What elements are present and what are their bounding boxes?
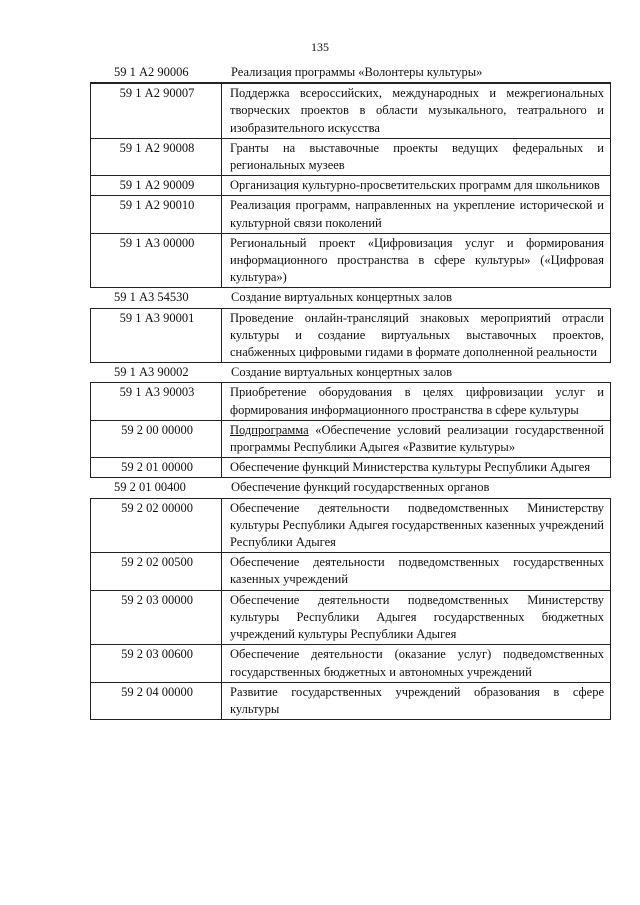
budget-classification-table [90, 63, 611, 720]
row-text: Региональный проект «Цифровизация услуг и формирования информационного пространства в сфере культуры» («Цифровая культура») [230, 235, 604, 285]
subprogram-title: «Обеспечение условий реализации государственной программы Республики Адыгея «Развитие культуры» [230, 422, 604, 455]
row-text: Обеспечение функций государственных органов [231, 480, 490, 495]
row-text: Создание виртуальных концертных залов [231, 290, 452, 305]
row-text: Создание виртуальных концертных залов [231, 365, 452, 380]
row-text: Гранты на выставочные проекты ведущих федеральных и региональных музеев [230, 140, 604, 173]
table-row [90, 176, 611, 196]
table-row [90, 499, 611, 554]
table-row [90, 363, 611, 383]
table-row [90, 309, 611, 364]
row-code: 59 2 03 00600 [91, 645, 222, 681]
row-code: 59 2 01 00400 [114, 480, 186, 495]
table-row [90, 63, 611, 83]
row-text: Обеспечение деятельности подведомственных государственных казенных учреждений [230, 555, 604, 587]
row-code: 59 2 03 00000 [91, 591, 222, 645]
table-row [90, 478, 611, 498]
table-row [90, 383, 611, 420]
table-row [90, 234, 611, 289]
row-text: Реализация программы «Волонтеры культуры» [231, 65, 483, 79]
table-row [90, 139, 611, 176]
table-row [90, 591, 611, 646]
row-text: Обеспечение деятельности подведомственных Министерству культуры Республики Адыгея государственных бюджетных учреждений культуры Республики Адыгея [230, 592, 604, 642]
row-text: Организация культурно-просветительских программ для школьников [230, 178, 600, 193]
row-code: 59 2 02 00500 [91, 553, 222, 589]
row-text: Развитие государственных учреждений образования в сфере культуры [230, 684, 604, 716]
row-text: Обеспечение функций Министерства культуры Республики Адыгея [230, 460, 591, 475]
table-row [90, 645, 611, 682]
row-code: 59 1 А3 90003 [91, 383, 222, 419]
row-code: 59 1 А2 90007 [91, 84, 222, 138]
row-code: 59 1 А3 00000 [91, 234, 222, 288]
row-text: Обеспечение деятельности (оказание услуг) подведомственных государственных бюджетных и автономных учреждений [230, 647, 604, 679]
row-code: 59 1 А3 90002 [114, 365, 189, 380]
row-code: 59 1 А2 90009 [91, 176, 222, 195]
table-row [90, 458, 611, 478]
row-code: 59 2 02 00000 [91, 499, 222, 553]
row-code: 59 1 А3 54530 [114, 290, 189, 305]
row-text: Реализация программ, направленных на укрепление исторической и культурной связи поколений [230, 198, 604, 230]
row-code: 59 2 00 00000 [91, 421, 222, 457]
row-text: Обеспечение деятельности подведомственных Министерству культуры Республики Адыгея государственных казенных учреждений Республики Адыгея [230, 500, 604, 550]
row-text [222, 421, 610, 457]
table-row [90, 683, 611, 720]
table-row [90, 553, 611, 590]
row-text: Проведение онлайн-трансляций знаковых мероприятий отрасли культуры и создание виртуальных выставочных проектов, снабженных цифровыми гидами в формате дополненной реальности [230, 310, 604, 360]
row-code: 59 1 А2 90006 [114, 65, 189, 79]
row-text: Поддержка всероссийских, международных и межрегиональных творческих проектов в области музыкального, театрального и изобразительного искусства [230, 86, 604, 135]
row-code: 59 1 А2 90008 [91, 139, 222, 175]
row-code: 59 2 04 00000 [91, 683, 222, 719]
row-code: 59 1 А3 90001 [91, 309, 222, 363]
table-row [90, 83, 611, 139]
row-code: 59 1 А2 90010 [91, 196, 222, 232]
table-row [90, 196, 611, 233]
page-number: 135 [311, 40, 329, 54]
table-row [90, 288, 611, 308]
subprogram-label: Подпрограмма [230, 422, 309, 437]
table-row [90, 421, 611, 458]
row-code: 59 2 01 00000 [91, 458, 222, 477]
row-text: Приобретение оборудования в целях цифровизации услуг и формирования информационного пространства в сфере культуры [230, 385, 604, 417]
